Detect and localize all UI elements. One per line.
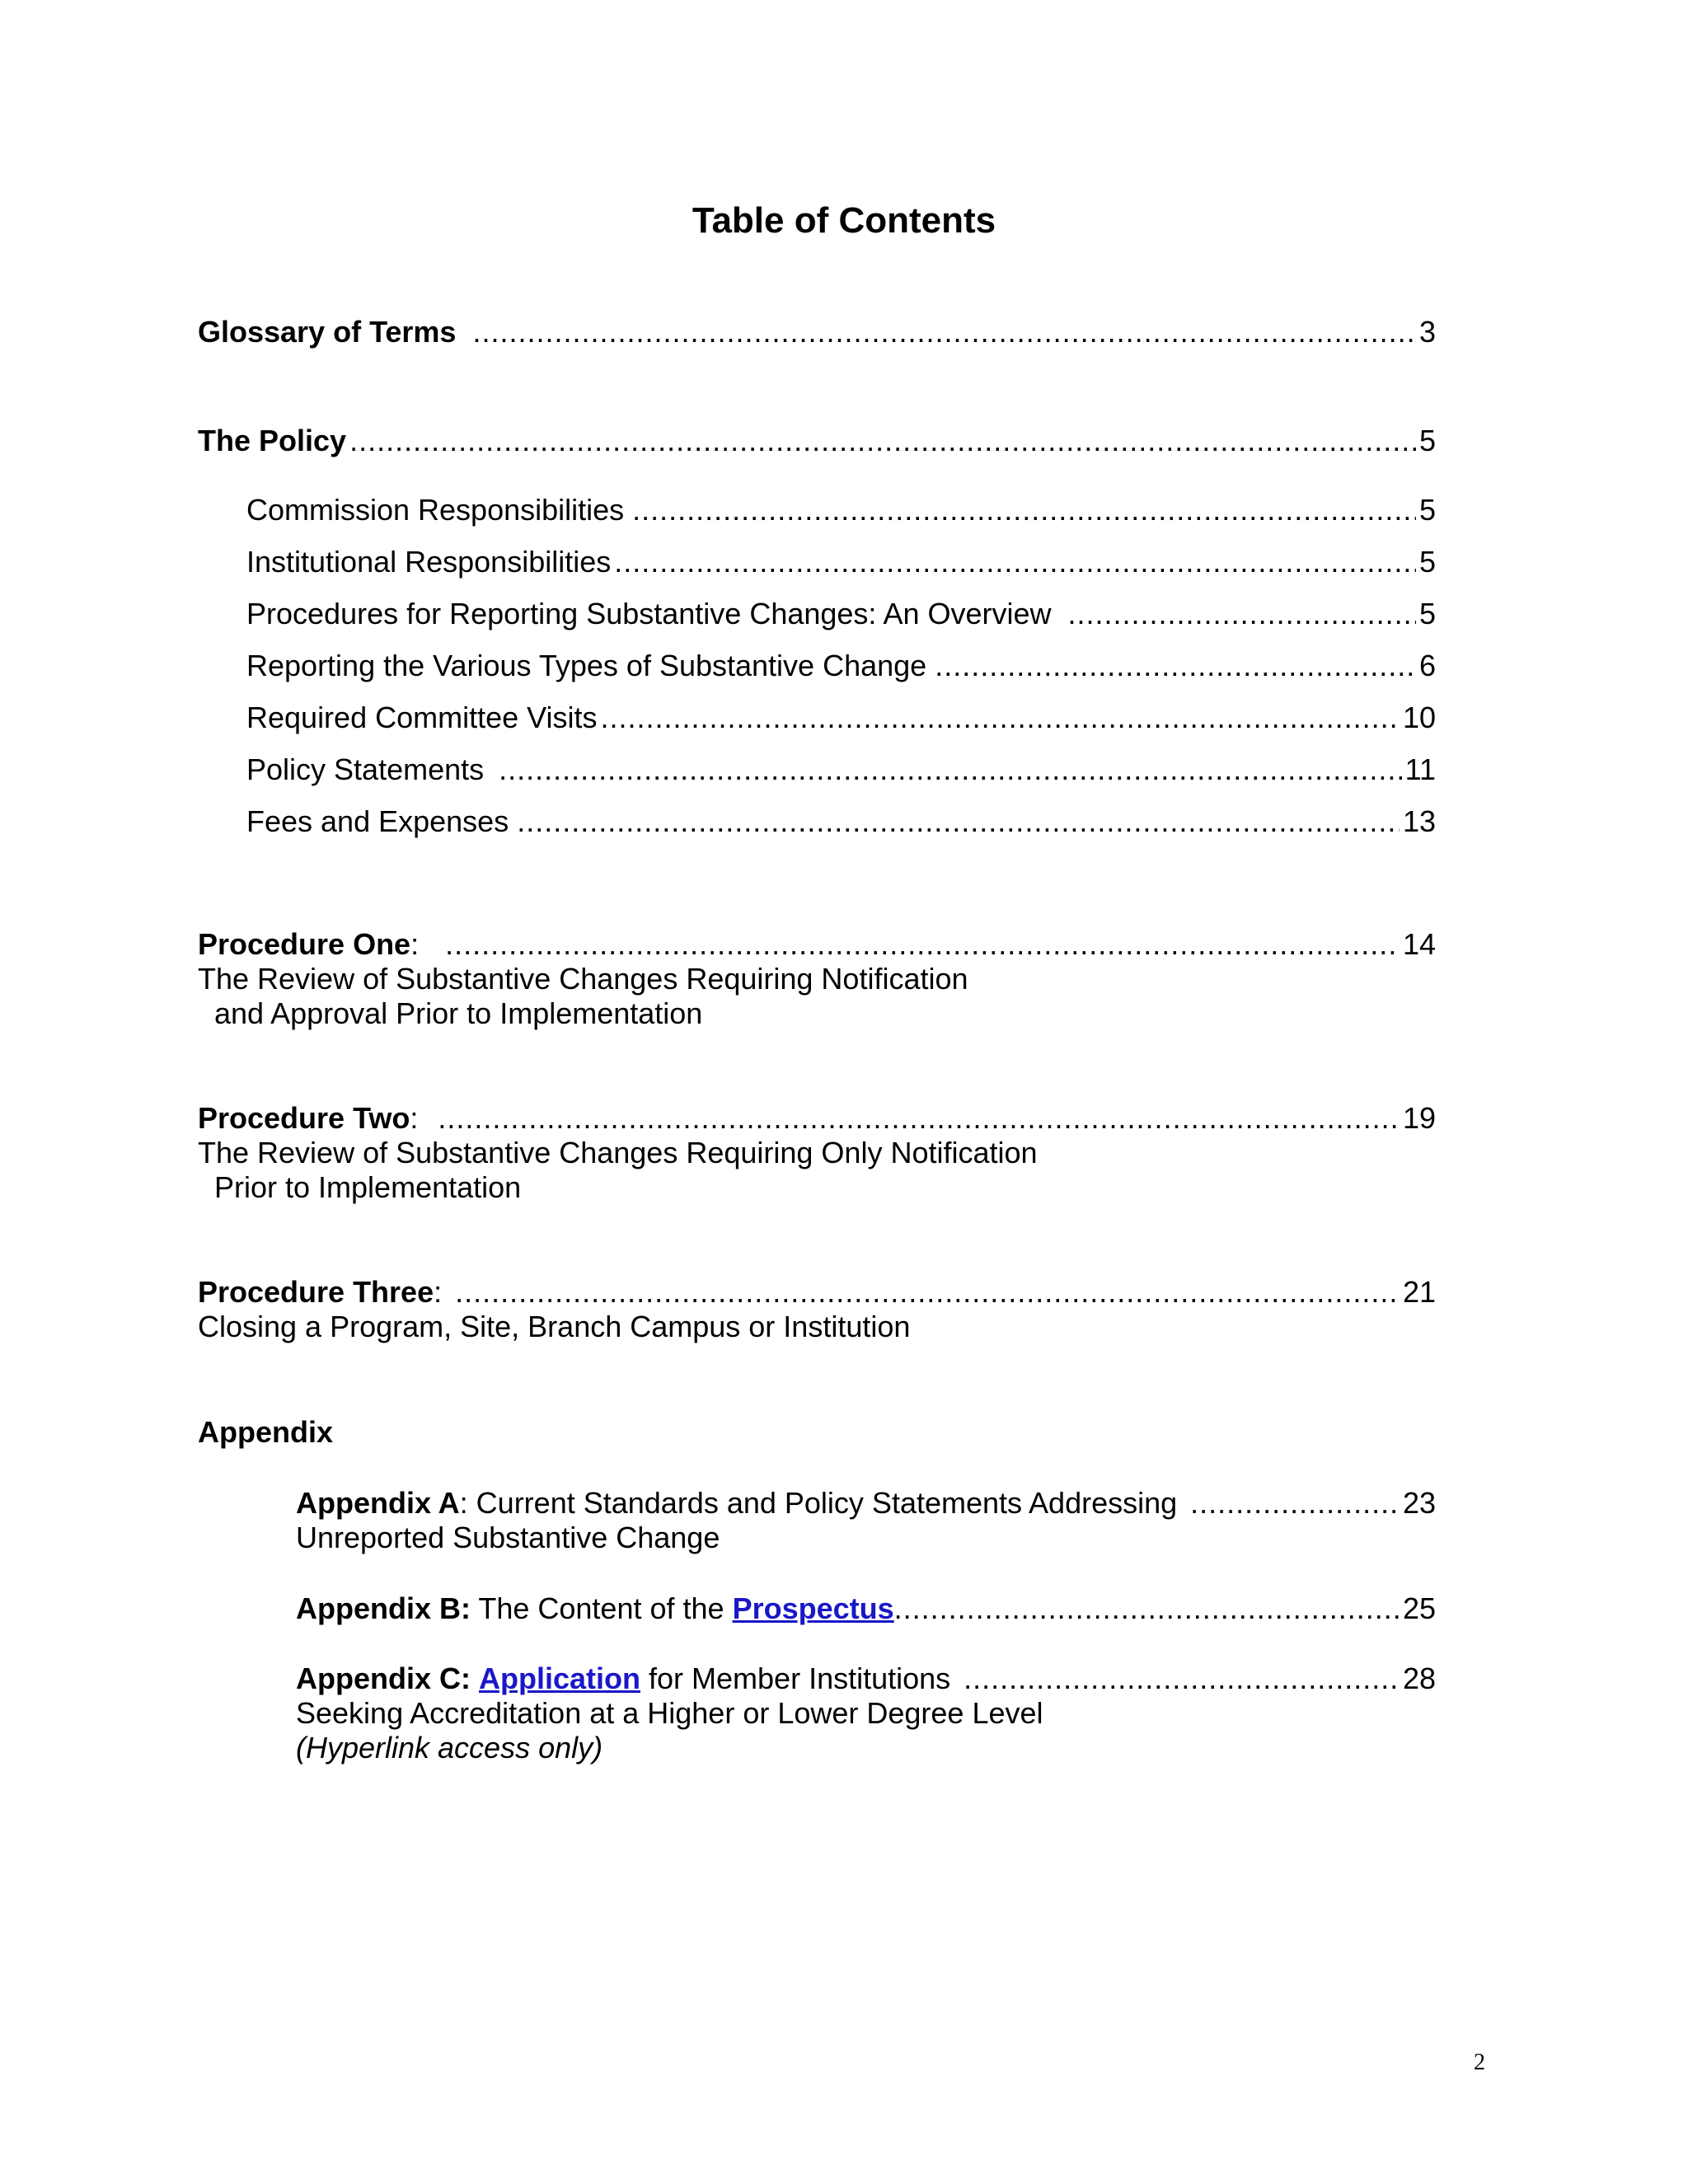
toc-page-number: 5 bbox=[1418, 545, 1436, 579]
dot-leader bbox=[455, 1275, 1400, 1310]
toc-entry-fees[interactable] bbox=[246, 804, 1436, 839]
toc-page-number: 11 bbox=[1404, 752, 1436, 786]
toc-entry-procedure-two[interactable] bbox=[198, 1101, 1436, 1136]
toc-label: Institutional Responsibilities bbox=[246, 545, 612, 579]
prospectus-link[interactable]: Prospectus bbox=[732, 1591, 894, 1625]
toc-label-rest: : Current Standards and Policy Statements Addressing bbox=[459, 1486, 1178, 1520]
dot-leader bbox=[614, 545, 1416, 579]
toc-entry-policy-statements[interactable] bbox=[246, 752, 1436, 787]
dot-leader bbox=[894, 1591, 1400, 1626]
toc-entry-committee-visits[interactable] bbox=[246, 701, 1436, 735]
toc-label-rest: for Member Institutions bbox=[640, 1661, 951, 1695]
toc-label bbox=[198, 1101, 418, 1136]
toc-label-bold: Appendix A bbox=[296, 1486, 460, 1520]
toc-label bbox=[296, 1661, 950, 1696]
toc-entry-policy[interactable] bbox=[198, 424, 1436, 458]
toc-label bbox=[296, 1486, 1177, 1521]
appendix-heading: Appendix bbox=[198, 1415, 334, 1449]
toc-subtitle: The Review of Substantive Changes Requiring Notification bbox=[198, 962, 968, 996]
toc-entry-institutional[interactable] bbox=[246, 545, 1436, 579]
toc-page-number: 25 bbox=[1402, 1591, 1436, 1625]
toc-subtitle: Seeking Accreditation at a Higher or Lower Degree Level bbox=[296, 1696, 1043, 1730]
toc-label-colon: : bbox=[410, 1101, 419, 1135]
toc-entry-procedures-overview[interactable] bbox=[246, 597, 1436, 631]
dot-leader bbox=[472, 315, 1416, 349]
toc-label bbox=[198, 1275, 442, 1310]
toc-entry-appendix-a[interactable] bbox=[296, 1486, 1436, 1521]
toc-label: Glossary of Terms bbox=[198, 315, 457, 349]
toc-label: Procedures for Reporting Substantive Changes: An Overview bbox=[246, 597, 1052, 630]
toc-page-number: 23 bbox=[1402, 1486, 1436, 1520]
toc-label-bold: Procedure Three bbox=[198, 1275, 434, 1309]
dot-leader bbox=[1068, 597, 1416, 631]
dot-leader bbox=[349, 424, 1416, 458]
toc-entry-procedure-three[interactable] bbox=[198, 1275, 1436, 1310]
page-number: 2 bbox=[1474, 2050, 1485, 2075]
toc-page-number: 5 bbox=[1418, 424, 1436, 457]
application-link[interactable]: Application bbox=[479, 1661, 641, 1695]
toc-label-bold: Procedure Two bbox=[198, 1101, 410, 1135]
toc-entry-procedure-one[interactable] bbox=[198, 927, 1436, 962]
toc-entry-appendix-c[interactable] bbox=[296, 1661, 1436, 1696]
toc-page-number: 10 bbox=[1402, 701, 1436, 734]
toc-label-bold: Procedure One bbox=[198, 927, 411, 961]
toc-label: Required Committee Visits bbox=[246, 701, 598, 734]
toc-page-number: 5 bbox=[1418, 493, 1436, 527]
page-title: Table of Contents bbox=[692, 200, 996, 241]
toc-label: Reporting the Various Types of Substantive Change bbox=[246, 649, 927, 682]
dot-leader bbox=[601, 701, 1400, 735]
toc-subtitle: and Approval Prior to Implementation bbox=[214, 996, 703, 1030]
dot-leader bbox=[964, 1661, 1400, 1696]
toc-label: Commission Responsibilities bbox=[246, 493, 625, 527]
toc-page-number: 21 bbox=[1402, 1275, 1436, 1309]
toc-label bbox=[296, 1591, 894, 1626]
toc-entry-glossary[interactable] bbox=[198, 315, 1436, 349]
dot-leader bbox=[632, 493, 1416, 527]
toc-page-number: 6 bbox=[1418, 649, 1436, 682]
toc-entry-commission[interactable] bbox=[246, 493, 1436, 527]
toc-page-number: 19 bbox=[1402, 1101, 1436, 1135]
toc-page-number: 13 bbox=[1402, 804, 1436, 838]
dot-leader bbox=[445, 927, 1400, 962]
toc-label bbox=[198, 927, 419, 962]
toc-page-number: 28 bbox=[1402, 1661, 1436, 1695]
dot-leader bbox=[517, 804, 1400, 839]
toc-page-number: 5 bbox=[1418, 597, 1436, 630]
toc-subtitle: The Review of Substantive Changes Requiring Only Notification bbox=[198, 1136, 1038, 1169]
toc-entry-appendix-b[interactable] bbox=[296, 1591, 1436, 1626]
toc-subtitle: Prior to Implementation bbox=[214, 1170, 522, 1204]
toc-label-colon: : bbox=[410, 927, 420, 961]
toc-subtitle: Unreported Substantive Change bbox=[296, 1521, 720, 1554]
dot-leader bbox=[1190, 1486, 1400, 1521]
dot-leader bbox=[438, 1101, 1400, 1136]
toc-note: (Hyperlink access only) bbox=[296, 1731, 603, 1765]
toc-label: Policy Statements bbox=[246, 752, 485, 786]
toc-label-bold: Appendix B: bbox=[296, 1591, 471, 1625]
toc-entry-reporting-types[interactable] bbox=[246, 649, 1436, 683]
toc-label-rest: The Content of the bbox=[471, 1591, 733, 1625]
toc-page-number: 14 bbox=[1402, 927, 1436, 961]
toc-label-bold: Appendix C: bbox=[296, 1661, 471, 1695]
toc-page-number: 3 bbox=[1418, 315, 1436, 349]
toc-label-colon: : bbox=[434, 1275, 443, 1309]
toc-label: Fees and Expenses bbox=[246, 804, 509, 838]
toc-subtitle: Closing a Program, Site, Branch Campus or Institution bbox=[198, 1310, 911, 1343]
dot-leader bbox=[935, 649, 1416, 683]
toc-label: The Policy bbox=[198, 424, 347, 457]
dot-leader bbox=[499, 752, 1402, 787]
